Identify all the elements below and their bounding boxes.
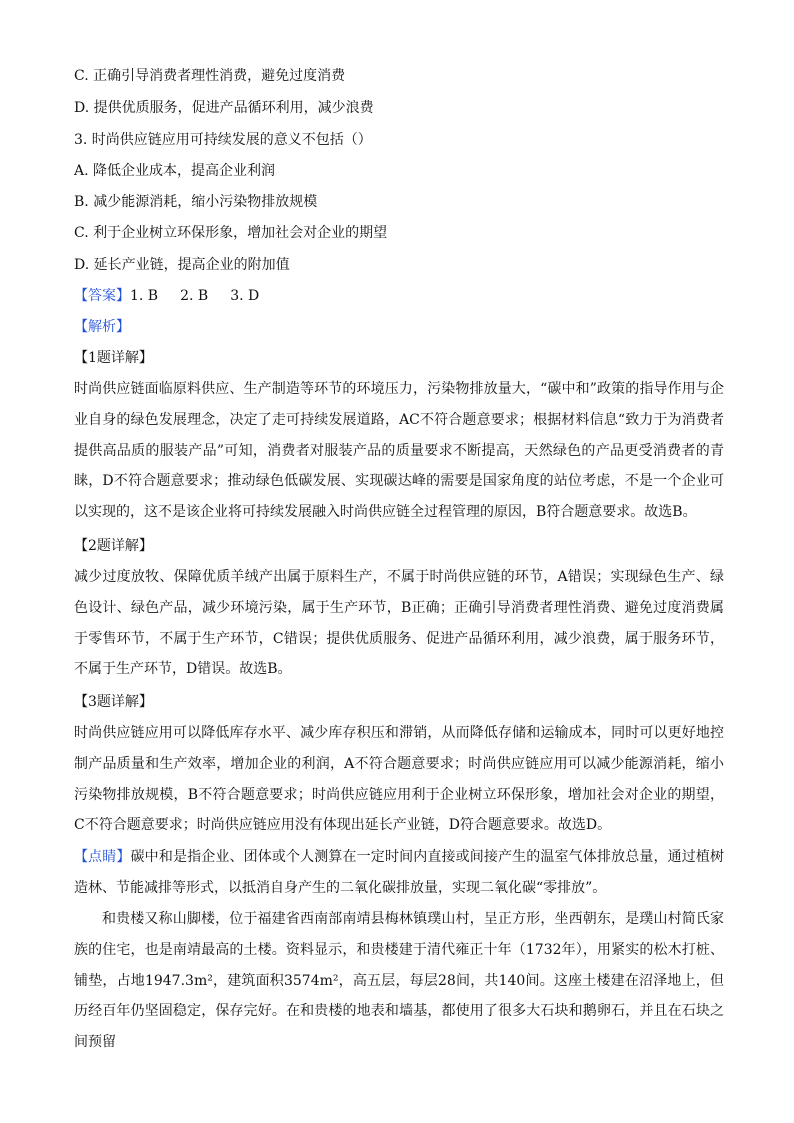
tip-block [74,842,724,904]
q3-option-c: C. 利于企业树立环保形象，增加社会对企业的期望 [74,225,388,241]
q3-stem: 3. 时尚供应链应用可持续发展的意义不包括（） [74,132,372,148]
q3-option-d: D. 延长产业链，提高企业的附加值 [74,257,290,273]
answer-item: 1. B [130,288,159,304]
q3-option-b: B. 减少能源消耗，缩小污染物排放规模 [74,194,318,210]
detail1-text: 时尚供应链面临原料供应、生产制造等环节的环境压力，污染物排放量大，“碳中和”政策的指导作用与企业自身的绿色发展理念，决定了走可持续发展道路，AC不符合题意要求；根据材料信息“致力于为消费者提供高品质的服装产品”可知，消费者对服装产品的质量要求不断提高，天然绿色的产品更受消费者的青睐，D不符合题意要求；推动绿色低碳发展、实现碳达峰的需要是国家角度的站位考虑，不是一个企业可以实现的，这不是该企业将可持续发展融入时尚供应链全过程管理的原因，B符合题意要求。故选B。 [74,381,724,520]
answer-item: 2. B [180,288,209,304]
answer-item: 3. D [230,288,260,304]
answer-items [130,288,259,304]
q2-option-c: C. 正确引导消费者理性消费，避免过度消费 [74,68,346,84]
tip-label: 【点睛】 [74,849,131,865]
answer-line [74,286,259,306]
detail1-label: 【1题详解】 [74,350,153,366]
q2-option-d: D. 提供优质服务，促进产品循环利用，减少浪费 [74,100,374,116]
detail3-label: 【3题详解】 [74,694,153,710]
answer-label: 【答案】 [74,288,130,304]
tip-text: 碳中和是指企业、团体或个人测算在一定时间内直接或间接产生的温室气体排放总量，通过植树造林、节能减排等形式，以抵消自身产生的二氧化碳排放量，实现二氧化碳“零排放”。 [74,849,725,896]
passage-text: 和贵楼又称山脚楼，位于福建省西南部南靖县梅林镇璞山村，呈正方形，坐西朝东，是璞山村简氏家族的住宅，也是南靖最高的土楼。资料显示，和贵楼建于清代雍正十年（1732年），用紧实的松木打桩、铺垫，占地1947.3m²，建筑面积3574m²，高五层，每层28间，共140间。这座土楼建在沼泽地上，但历经百年仍坚固稳定，保存完好。在和贵楼的地表和墙基，都使用了很多大石块和鹅卵石，并且在石块之间预留 [74,911,724,1050]
detail2-text: 减少过度放牧、保障优质羊绒产出属于原料生产，不属于时尚供应链的环节，A错误；实现绿色生产、绿色设计、绿色产品，减少环境污染，属于生产环节，B正确；正确引导消费者理性消费、避免过度消费属于零售环节，不属于生产环节，C错误；提供优质服务、促进产品循环利用，减少浪费，属于服务环节，不属于生产环节，D错误。故选B。 [74,569,724,678]
analysis-label: 【解析】 [74,319,130,335]
detail3-text: 时尚供应链应用可以降低库存水平、减少库存积压和滞销，从而降低存储和运输成本，同时可以更好地控制产品质量和生产效率，增加企业的利润，A不符合题意要求；时尚供应链应用可以减少能源消耗，缩小污染物排放规模，B不符合题意要求；时尚供应链应用利于企业树立环保形象，增加社会对企业的期望，C不符合题意要求；时尚供应链应用没有体现出延长产业链，D符合题意要求。故选D。 [74,725,724,834]
q3-option-a: A. 降低企业成本，提高企业利润 [74,163,276,179]
detail2-label: 【2题详解】 [74,538,153,554]
